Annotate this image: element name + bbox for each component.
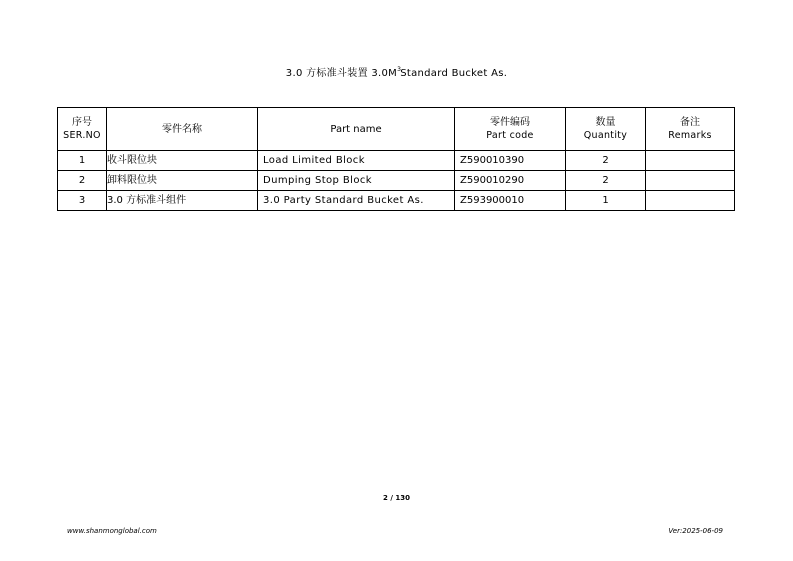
- cell-part-code: Z590010290: [455, 171, 566, 191]
- header-ser-en: SER.NO: [63, 130, 101, 141]
- cell-remarks: [646, 171, 735, 191]
- table-row: [58, 151, 735, 171]
- table-row: [58, 191, 735, 211]
- page-number: 2 / 130: [383, 494, 410, 502]
- header-name-en: [258, 108, 455, 151]
- footer-website: www.shanmonglobal.com: [67, 527, 157, 535]
- header-code-cn: 零件编码: [490, 117, 530, 128]
- header-part-code: [455, 108, 566, 151]
- cell-name-en: Dumping Stop Block: [258, 171, 455, 191]
- header-remarks-cn: 备注: [680, 117, 700, 128]
- header-name-en-text: Part name: [330, 123, 382, 135]
- header-ser-cn: 序号: [72, 117, 92, 128]
- header-name-cn-text: 零件名称: [162, 123, 202, 135]
- header-qty-en: Quantity: [583, 130, 628, 141]
- table-row: [58, 171, 735, 191]
- header-code-en: Part code: [486, 130, 534, 141]
- cell-quantity: 1: [566, 191, 646, 211]
- header-quantity: [566, 108, 646, 151]
- title-prefix: 3.0 方标准斗装置 3.0M: [285, 68, 398, 79]
- cell-ser-no: 3: [58, 191, 107, 211]
- title-suffix: Standard Bucket As.: [400, 68, 508, 79]
- parts-table: [57, 107, 735, 211]
- cell-part-code: Z593900010: [455, 191, 566, 211]
- cell-remarks: [646, 151, 735, 171]
- header-remarks: [646, 108, 735, 151]
- cell-name-en: Load Limited Block: [258, 151, 455, 171]
- header-remarks-en: Remarks: [668, 130, 712, 141]
- cell-part-code: Z590010390: [455, 151, 566, 171]
- footer-version: Ver:2025-06-09: [668, 527, 723, 535]
- header-name-cn: [107, 108, 258, 151]
- cell-remarks: [646, 191, 735, 211]
- cell-name-cn: 收斗限位块: [107, 151, 258, 171]
- cell-name-cn: 卸料限位块: [107, 171, 258, 191]
- header-ser-no: [58, 108, 107, 151]
- cell-ser-no: 1: [58, 151, 107, 171]
- title-superscript: 3: [397, 66, 402, 73]
- cell-name-cn: 3.0 方标准斗组件: [107, 191, 258, 211]
- cell-ser-no: 2: [58, 171, 107, 191]
- table-header-row: [58, 108, 735, 151]
- document-title: [0, 64, 793, 79]
- cell-quantity: 2: [566, 151, 646, 171]
- cell-quantity: 2: [566, 171, 646, 191]
- cell-name-en: 3.0 Party Standard Bucket As.: [258, 191, 455, 211]
- header-qty-cn: 数量: [595, 117, 616, 128]
